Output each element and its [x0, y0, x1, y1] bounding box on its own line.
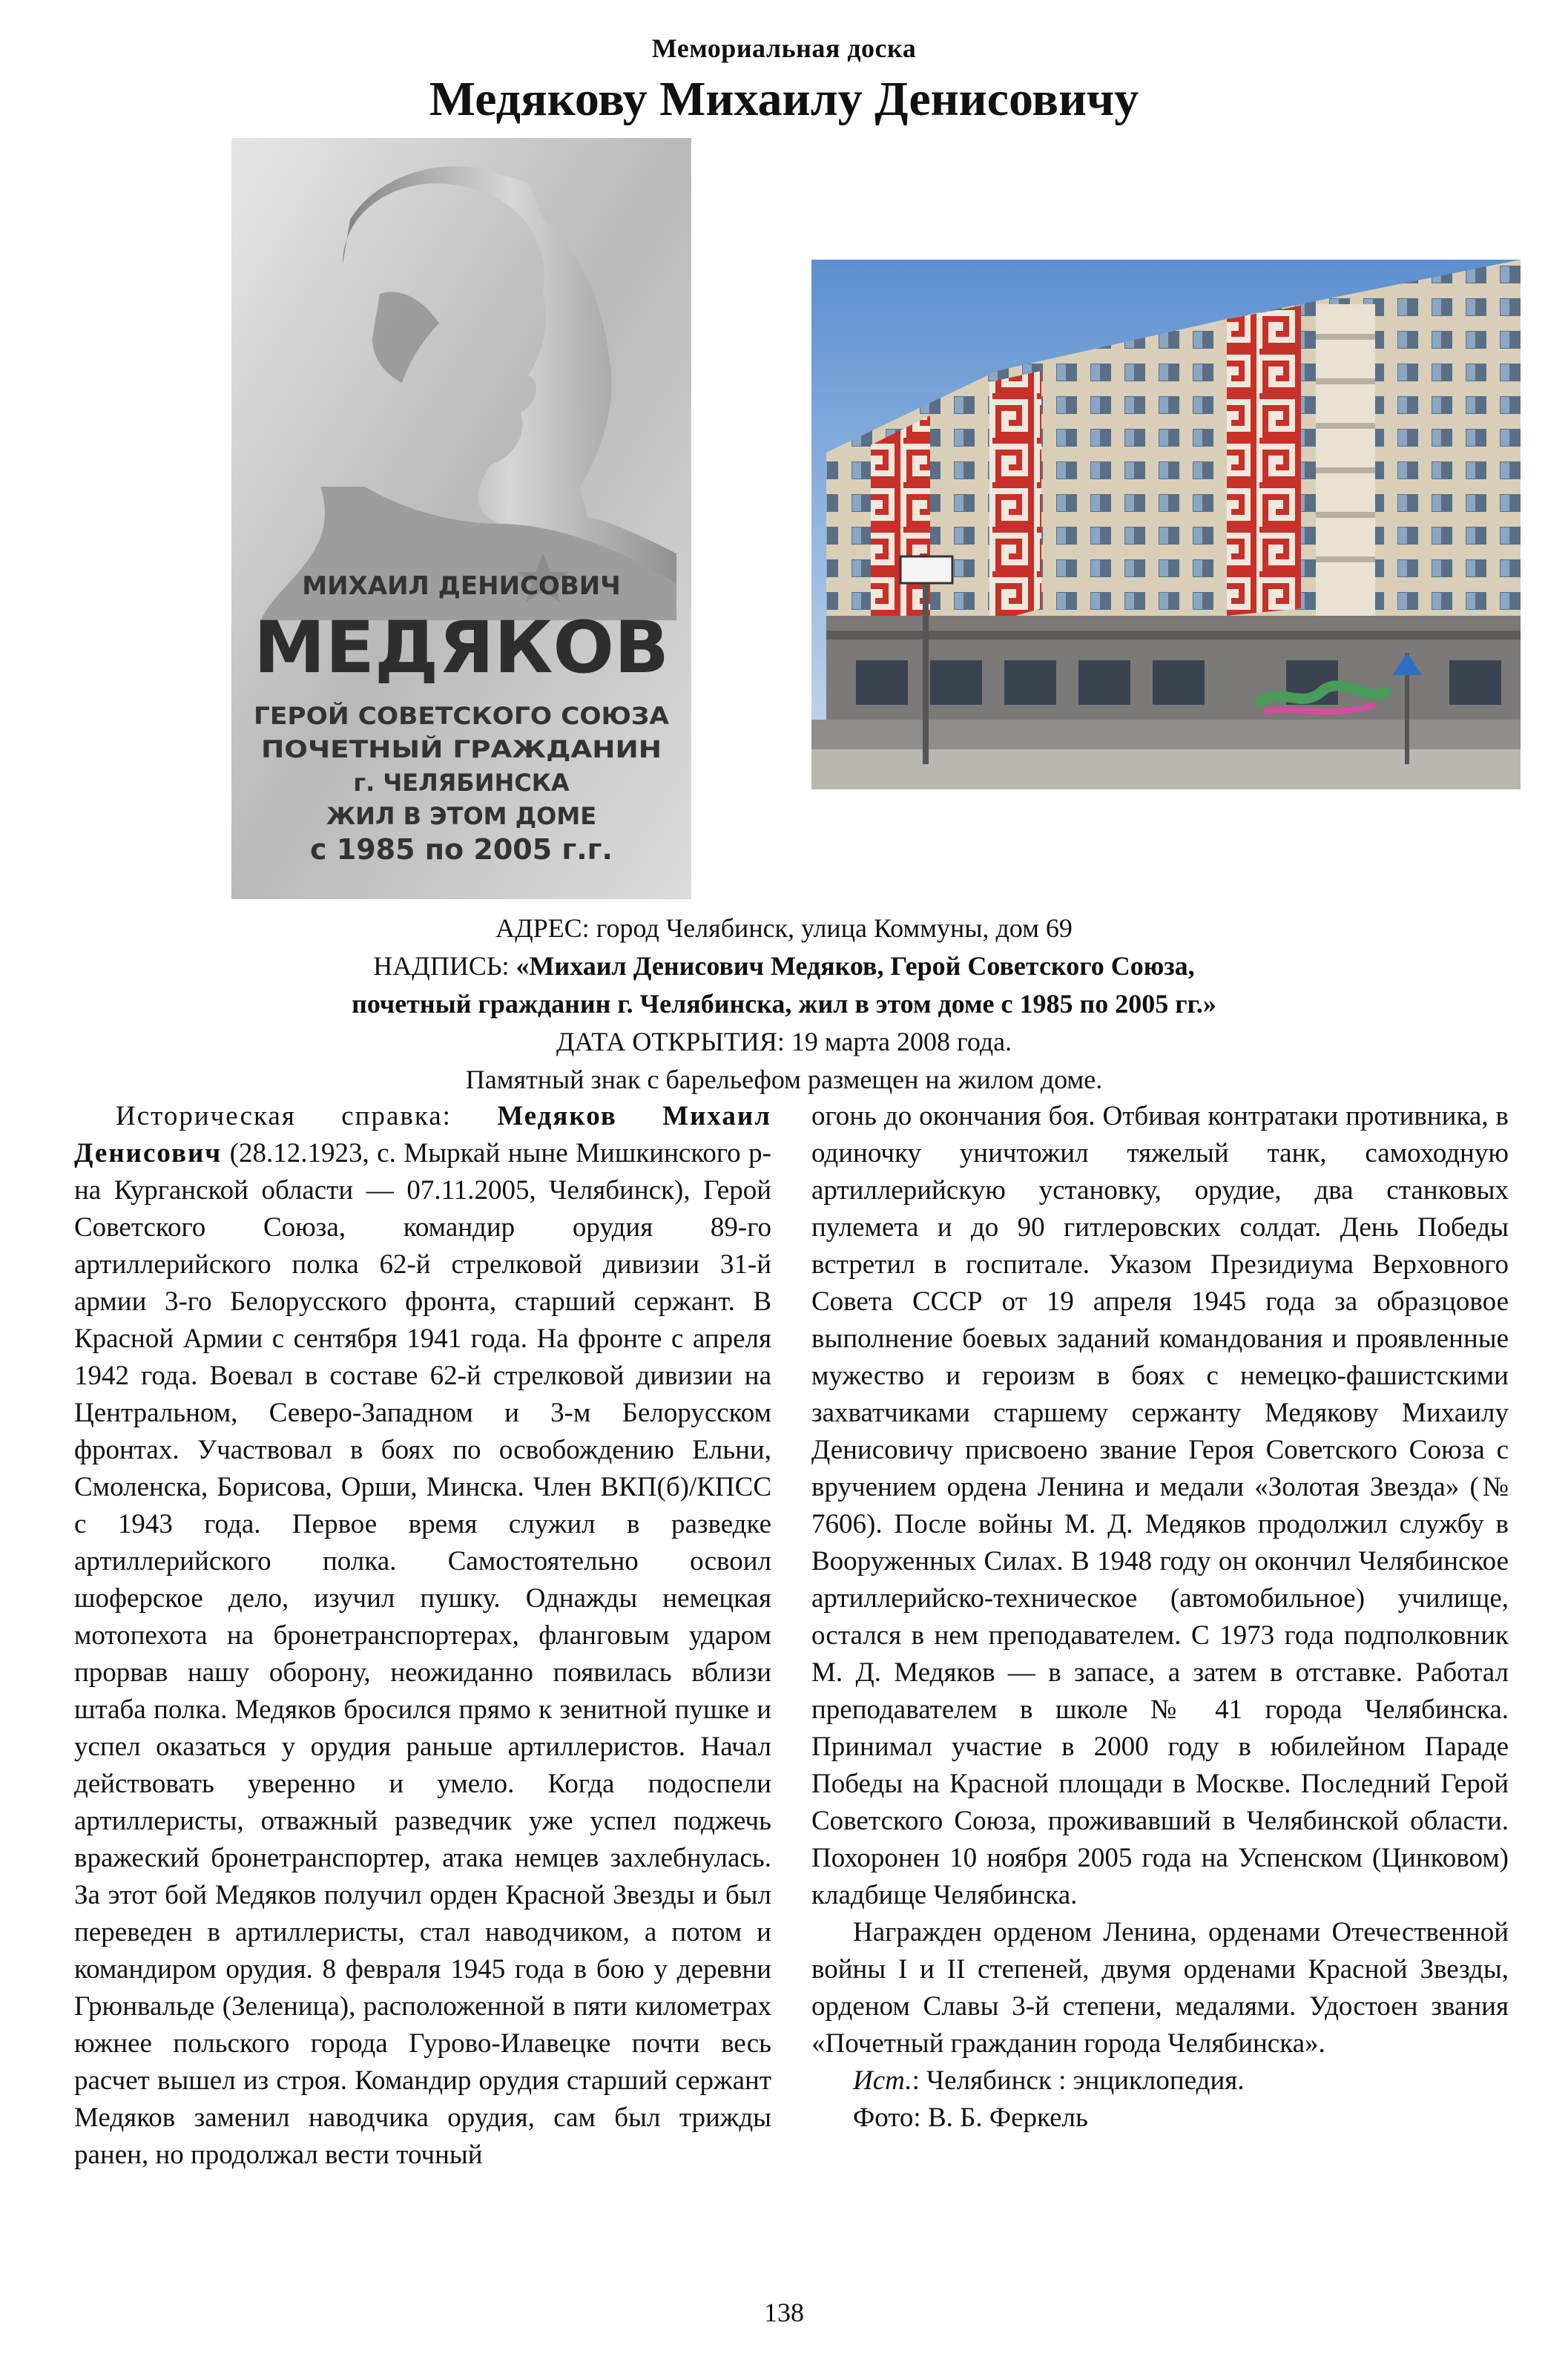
address-label: АДРЕС: — [495, 913, 596, 943]
article-right-column — [811, 1098, 1509, 2137]
plaque-line-6: ЖИЛ В ЭТОМ ДОМЕ — [326, 802, 597, 830]
header-title: Медякову Михаилу Денисовичу — [429, 72, 1139, 126]
date-label: ДАТА ОТКРЫТИЯ: — [556, 1027, 791, 1056]
inscription-line-1 — [74, 947, 1494, 985]
building-photo — [811, 260, 1521, 789]
source-label: Ист. — [853, 2065, 912, 2096]
address-line — [74, 910, 1494, 947]
lead-label: Историческая справка: — [116, 1101, 498, 1131]
plaque-line-3: ГЕРОЙ СОВЕТСКОГО СОЮЗА — [254, 702, 670, 730]
source-line — [811, 2062, 1509, 2100]
date-line — [74, 1023, 1494, 1061]
article-left-column — [74, 1098, 771, 2174]
inscription-label: НАДПИСЬ: — [373, 951, 516, 981]
header-subtitle: Мемориальная доска — [651, 33, 917, 63]
inscription-text-2: почетный гражданин г. Челябинска, жил в этом доме с 1985 по 2005 гг.» — [352, 989, 1216, 1019]
inscription-text-1: «Михаил Денисович Медяков, Герой Советского Союза, — [515, 951, 1195, 981]
info-block — [74, 910, 1494, 1099]
date-value: 19 марта 2008 года. — [791, 1027, 1012, 1056]
paragraph-1-text: (28.12.1923, с. Мыркай ныне Мишкинского р-на Курганской области — 07.11.2005, Челябинск), Герой Советского Союза, командир орудия 89-го артиллерийского полка 62-й стрелковой дивизии 31-й армии 3-го Белорусского фронта, старший сержант. В Красной Армии с сентября 1941 года. На фронте с апреля 1942 года. Воевал в составе 62-й стрелковой дивизии на Центральном, Северо-Западном и 3-м Белорусском фронтах. Участвовал в боях по освобождению Ельни, Смоленска, Борисова, Орши, Минска. Член ВКП(б)/КПСС с 1943 года. Первое время служил в разведке артиллерийского полка. Самостоятельно освоил шоферское дело, изучил пушку. Однажды немецкая мотопехота на бронетранспортерах, фланговым ударом прорвав нашу оборону, неожиданно появилась вблизи штаба полка. Медяков бросился прямо к зенитной пушке и успел оказаться у орудия раньше артиллеристов. Начал действовать уверенно и умело. Когда подоспели артиллеристы, отважный разведчик уже успел поджечь вражеский бронетранспортер, атака немцев захлебнулась. За этот бой Медяков получил орден Красной Звезды и был переведен в артиллеристы, стал наводчиком, а потом и командиром орудия. 8 февраля 1945 года в бою у деревни Грюнвальде (Зеленица), расположенной в пяти километрах южнее польского города Гурово-Илавецке почти весь расчет вышел из строя. Командир орудия старший сержант Медяков заменил наводчика орудия, сам был трижды ранен, но продолжал вести точный — [74, 1138, 771, 2170]
plaque-line-5: г. ЧЕЛЯБИНСКА — [353, 769, 570, 797]
plaque-photo — [231, 138, 691, 899]
photo-credit: Фото: В. Б. Феркель — [853, 2103, 1088, 2133]
note-line: Памятный знак с барельефом размещен на жилом доме. — [465, 1065, 1103, 1094]
article-paragraph-3: Награжден орденом Ленина, орденами Отечественной войны I и II степеней, двумя орденами Красной Звезды, орденом Славы 3-й степени, медалями. Удостоен звания «Почетный гражданин города Челябинска». — [811, 1917, 1509, 2059]
page-number: 138 — [764, 2298, 804, 2327]
plaque-image — [231, 138, 691, 899]
lead-name: Медяков Михаил Денисович — [74, 1101, 771, 1168]
source-text: : Челябинск : энциклопедия. — [912, 2065, 1245, 2096]
article-paragraph-2: огонь до окончания боя. Отбивая контратаки противника, в одиночку уничтожил тяжелый танк, самоходную артиллерийскую установку, орудие, два станковых пулемета и до 90 гитлеровских солдат. День Победы встретил в госпитале. Указом Президиума Верховного Совета СССР от 19 апреля 1945 года за образцовое выполнение боевых заданий командования и проявленные мужество и героизм в боях с немецко-фашистскими захватчиками старшему сержанту Медякову Михаилу Денисовичу присвоено звание Героя Советского Союза с вручением ордена Ленина и медали «Золотая Звезда» (№ 7606). После войны М. Д. Медяков продолжил службу в Вооруженных Силах. В 1948 году он окончил Челябинское артиллерийско-техническое (автомобильное) училище, остался в нем преподавателем. С 1973 года подполковник М. Д. Медяков — в запасе, а затем в отставке. Работал преподавателем в школе № 41 города Челябинска. Принимал участие в 2000 году в юбилейном Параде Победы на Красной площади в Москве. Последний Герой Советского Союза, проживавший в Челябинской области. Похоронен 10 ноября 2005 года на Успенском (Цинковом) кладбище Челябинска. — [811, 1101, 1509, 1910]
plaque-line-1: МИХАИЛ ДЕНИСОВИЧ — [302, 571, 621, 601]
inscription-line-2 — [74, 985, 1494, 1023]
building-image — [811, 260, 1521, 789]
plaque-line-4: ПОЧЕТНЫЙ ГРАЖДАНИН — [261, 735, 662, 763]
plaque-line-2: МЕДЯКОВ — [254, 606, 669, 689]
address-value: город Челябинск, улица Коммуны, дом 69 — [596, 913, 1073, 943]
plaque-line-7: с 1985 по 2005 г.г. — [310, 833, 613, 866]
article-paragraph-1 — [74, 1098, 771, 2174]
